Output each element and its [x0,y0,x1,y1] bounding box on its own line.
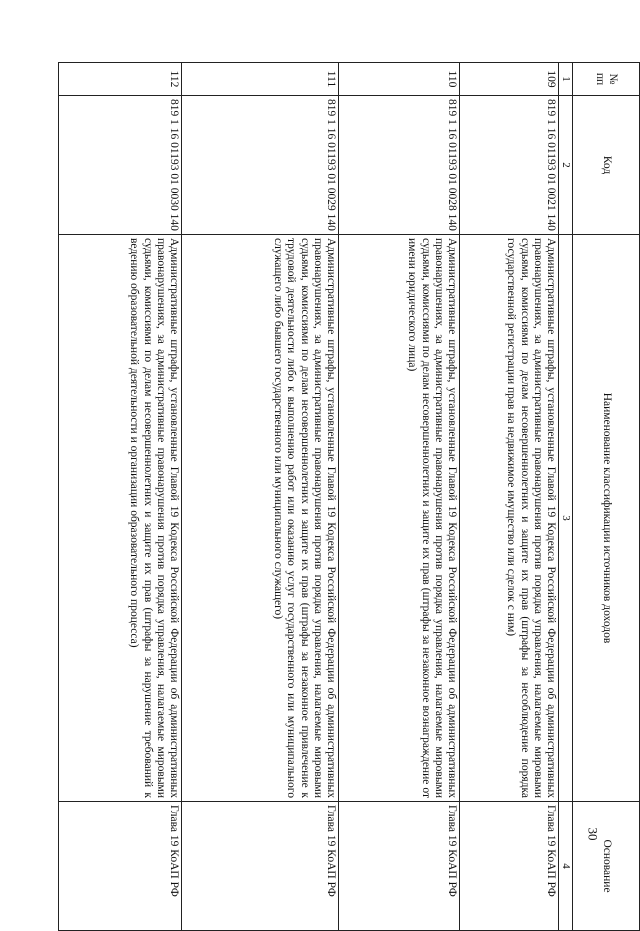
row-description: Административные штрафы, установленные Главой 19 Кодекса Российской Федерации об административных правонарушениях, за административные правонарушения против порядка управления, налагаемые мировыми судьями, комиссиями по делам несовершеннолетних и защите их прав (штрафы за незаконное вознаграждение от имени юридического лица) [339,235,460,802]
header-basis: Основание [573,802,640,931]
row-code: 819 1 16 01193 01 0021 140 [460,96,559,235]
table-row [460,63,559,931]
row-code: 819 1 16 01193 01 0030 140 [59,96,182,235]
row-num: 110 [339,63,460,96]
row-num: 112 [59,63,182,96]
column-number: 2 [559,96,573,235]
revenue-classification-table [58,62,640,931]
row-num: 111 [182,63,339,96]
header-num: № пп [573,63,640,96]
column-number: 3 [559,235,573,802]
row-description: Административные штрафы, установленные Главой 19 Кодекса Российской Федерации об административных правонарушениях, за административные правонарушения против порядка управления, налагаемые мировыми судьями, комиссиями по делам несовершеннолетних и защите их прав (штрафы за незаконное привлечение к трудовой деятельности либо к выполнению работ или оказанию услуг государственного или муниципального служащего либо бывшего государственного или муниципального служащего) [182,235,339,802]
table-row [182,63,339,931]
row-num: 109 [460,63,559,96]
row-basis: Глава 19 КоАП РФ [59,802,182,931]
header-code: Код [573,96,640,235]
header-description: Наименование классификации источников доходов [573,235,640,802]
column-number: 1 [559,63,573,96]
row-basis: Глава 19 КоАП РФ [460,802,559,931]
rotated-table-container [128,62,640,930]
table-header-row [573,63,640,931]
row-description: Административные штрафы, установленные Главой 19 Кодекса Российской Федерации об административных правонарушениях, за административные правонарушения против порядка управления, налагаемые мировыми судьями, комиссиями по делам несовершеннолетних и защите их прав (штрафы за нарушение требований к ведению образовательной деятельности и организации образовательного процесса) [59,235,182,802]
row-code: 819 1 16 01193 01 0029 140 [182,96,339,235]
row-code: 819 1 16 01193 01 0028 140 [339,96,460,235]
row-basis: Глава 19 КоАП РФ [339,802,460,931]
table-row [339,63,460,931]
table-row [59,63,182,931]
column-number-row [559,63,573,931]
page-number: 30 [585,827,601,841]
column-number: 4 [559,802,573,931]
row-basis: Глава 19 КоАП РФ [182,802,339,931]
row-description: Административные штрафы, установленные Главой 19 Кодекса Российской Федерации об административных правонарушениях, за административные правонарушения против порядка управления, налагаемые мировыми судьями, комиссиями по делам несовершеннолетних и защите их прав (штрафы за несоблюдение порядка государственной регистрации прав на недвижимое имущество или сделок с ним) [460,235,559,802]
